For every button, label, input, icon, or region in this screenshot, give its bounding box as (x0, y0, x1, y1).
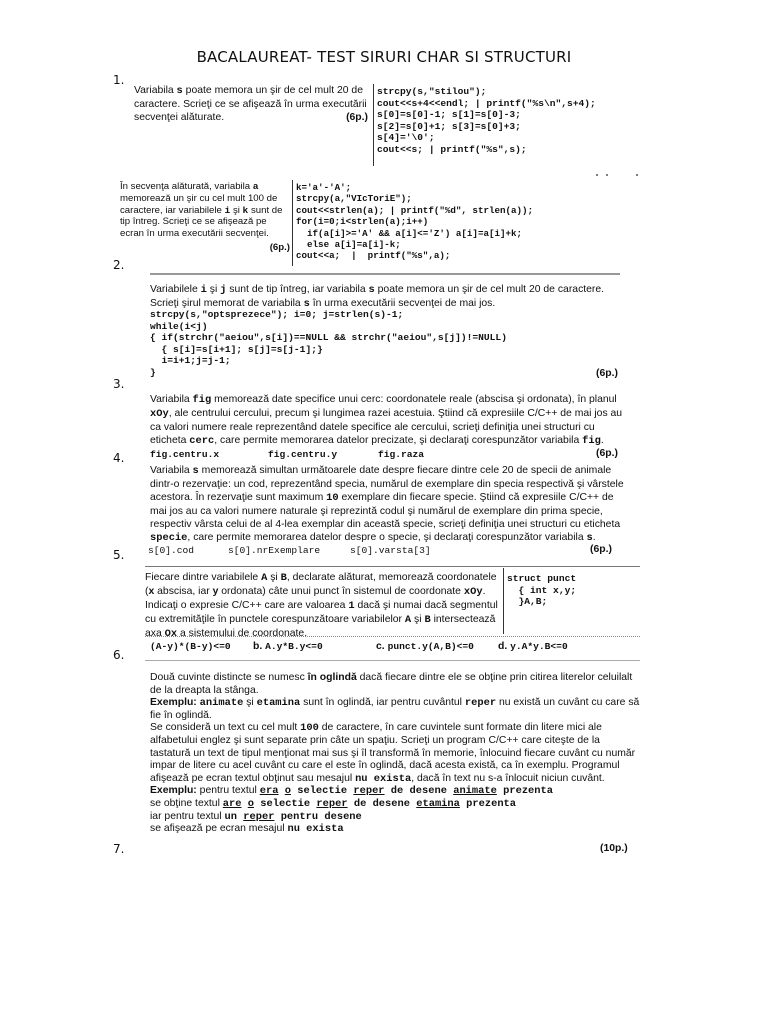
ex7-points: (10p.) (600, 843, 628, 854)
item-number-6: 6. (113, 648, 125, 662)
ex4-points: (6p.) (596, 448, 618, 459)
ex6-statement: Fiecare dintre variabilele A şi B, declarate alăturat, memorează coordonatele (x abscisa, iar y ordonata) câte unui punct în sistemul de coordonate xOy. Indicaţi o expresie C/C++ care are valoarea 1 dacă şi numai dacă segmentul cu extremităţile în punctele corespunzătoare variabilelor A şi B intersectează axa Ox a sistemului de coordonate. (145, 572, 498, 640)
item-number-1: 1. (113, 73, 125, 87)
ex1-code: strcpy(s,"stilou"); cout<<s+4<<endl; | printf("%s\n",s+4); s[0]=s[0]-1; s[1]=s[0]-3; s[2]=s[0]+1; s[3]=s[0]+3; s[4]='\0'; cout<<s; | printf("%s",s); (377, 86, 596, 155)
scan-dot (636, 174, 638, 176)
ex6-option-c: c. punct.y(A,B)<=0 (376, 641, 474, 652)
ex5-expr-1: s[0].cod (148, 545, 195, 556)
item-number-2: 2. (113, 258, 125, 272)
ex3-statement: Variabilele i şi j sunt de tip întreg, iar variabila s poate memora un şir de cel mult 20 de caractere. Scrieţi şirul memorat de variabila s în urma executării secvenţei de mai jos. (150, 284, 605, 310)
ex4-expr-3: fig.raza (378, 449, 425, 460)
scan-dot (596, 174, 598, 176)
ex5-statement: Variabila s memorează simultan următoarele date despre fiecare dintre cele 20 de specii de animale dintr-o rezervaţie: un cod, reprezentând specia, numărul de exemplare din specia respectivă şi vârstele acestora. În rezervaţie sunt maximum 10 exemplare din fiecare specie. Ştiind că expresiile C/C++ de mai jos au ca valori numere naturale şi reprezintă codul şi numărul de exemplare din prima specie, respectiv vârsta celui de al 4-lea exemplar din această specie, scrieţi definiţia unei structuri cu eticheta specie, care permite memorarea datelor despre o specie, şi declaraţi corespunzător variabila s. (150, 465, 624, 544)
ex4-statement: Variabila fig memorează date specifice unui cerc: coordonatele reale (abscisa şi ordonata), în planul xOy, ale centrului cercului, precum şi lungimea razei acestuia. Ştiind că expresiile C/C++ de mai jos au ca valori numere reale reprezentând datele specifice ale cercului, scrieţi definiţia unei structuri cu eticheta cerc, care permite memorarea datelor precizate, şi declaraţi corespunzător variabila fig. (150, 394, 623, 447)
scan-dot (606, 174, 608, 176)
ex4-expr-2: fig.centru.y (268, 449, 338, 460)
item-number-7: 7. (113, 842, 125, 856)
ex1-divider (373, 84, 374, 166)
page-title: BACALAUREAT- TEST SIRURI CHAR SI STRUCTURI (196, 48, 572, 66)
ex2-statement: În secvenţa alăturată, variabila a memorează un şir cu cel mult 100 de caractere, iar variabilele i şi k sunt de tip întreg. Scrieţi ce se afişează pe ecran în urma executării secvenţei. (6p.) (120, 181, 290, 253)
ex2-points: (6p.) (269, 241, 290, 253)
ex2-divider (292, 180, 293, 266)
item-number-4: 4. (113, 451, 125, 465)
scan-edge-line (145, 660, 640, 661)
ex1-points: (6p.) (346, 112, 368, 123)
scan-dotted-line (145, 636, 640, 637)
ex4-expr-1: fig.centru.x (150, 449, 220, 460)
ex3-code: strcpy(s,"optsprezece"); i=0; j=strlen(s)-1; while(i<j) { if(strchr("aeiou",s[i])==NULL && strchr("aeiou",s[j])!=NULL) { s[i]=s[i+1]; s[j]=s[j-1];} i=i+1;j=j-1; } (150, 309, 507, 378)
item-number-3: 3. (113, 377, 125, 391)
item-number-5: 5. (113, 548, 125, 562)
ex6-divider (503, 568, 504, 634)
scan-edge-line (150, 273, 620, 275)
ex5-expr-3: s[0].varsta[3] (350, 545, 431, 556)
ex6-option-d: d. y.A*y.B<=0 (498, 641, 568, 652)
ex2-code: k='a'-'A'; strcpy(a,"VIcToriE"); cout<<strlen(a); | printf("%d", strlen(a)); for(i=0;i<strlen(a);i++) if(a[i]>='A' && a[i]<='Z') a[i]=a[i]+k; else a[i]=a[i]-k; cout<<a; | printf("%s",a); (296, 182, 534, 262)
ex5-expr-2: s[0].nrExemplare (228, 545, 321, 556)
ex7-statement: Două cuvinte distincte se numesc în oglindă dacă fiecare dintre ele se obţine prin citirea literelor celuilalt de la dreapta la stânga. Exemplu: animate şi etamina sunt în oglindă, iar pentru cuvântul reper nu există un cuvânt cu care să fie în oglindă. Se consideră un text cu cel mult 100 de caractere, în care cuvintele sunt formate din litere mici ale alfabetului englez şi sunt separate prin câte un spaţiu. Scrieţi un program C/C++ care citeşte de la tastatură un text de tipul menţionat mai sus şi îl transformă în memorie, înlocuind fiecare cuvânt cu număr impar de litere cu acel cuvânt cu care el este în oglindă, dacă acesta există, ca în exemplu. Programul afişează pe ecran textul obţinut sau mesajul nu exista, dacă în text nu s-a înlocuit niciun cuvânt. Exemplu: pentru textul era o selectie reper de desene animate prezenta se obţine textul are o selectie reper de desene etamina prezenta iar pentru textul un reper pentru desene se afişează pe ecran mesajul nu exista (150, 672, 640, 836)
ex6-option-a: (A-y)*(B-y)<=0 (150, 641, 231, 652)
ex1-statement: Variabila s poate memora un şir de cel mult 20 de caractere. Scrieţi ce se afişează în urma executării secvenţei alăturate. (6p.) (134, 85, 368, 123)
ex6-option-b: b. A.y*B.y<=0 (253, 641, 323, 652)
ex3-points: (6p.) (596, 368, 618, 379)
ex6-struct-code: struct punct { int x,y; }A,B; (507, 573, 577, 608)
ex5-points: (6p.) (590, 544, 612, 555)
scan-edge-line (145, 566, 640, 567)
